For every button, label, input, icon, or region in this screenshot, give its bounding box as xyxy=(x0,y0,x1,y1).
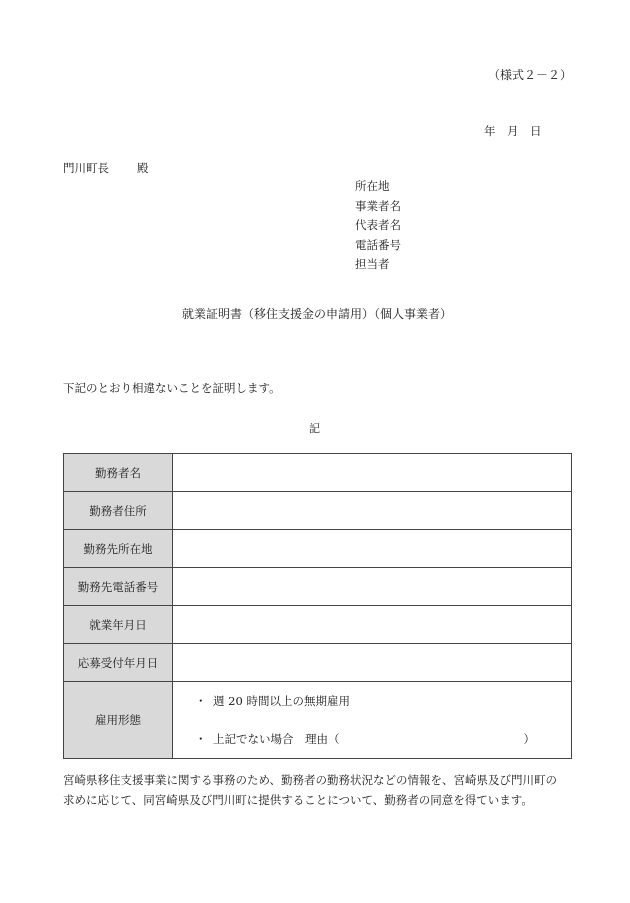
issuer-field-business-name: 事業者名 xyxy=(355,198,401,213)
table-row xyxy=(64,644,572,682)
table-row xyxy=(64,454,572,492)
table-row xyxy=(64,530,572,568)
row-value-field[interactable] xyxy=(173,606,572,644)
reason-close-paren: ） xyxy=(523,732,535,746)
row-label: 勤務先電話番号 xyxy=(64,568,173,606)
row-value-field[interactable] xyxy=(173,530,572,568)
info-table xyxy=(63,453,572,759)
addressee xyxy=(63,160,149,176)
table-row xyxy=(64,492,572,530)
row-value-field[interactable] xyxy=(173,454,572,492)
document-title: 就業証明書（移住支援金の申請用）（個人事業者） xyxy=(182,307,453,321)
row-value-field[interactable] xyxy=(173,644,572,682)
issuer-field-address: 所在地 xyxy=(355,179,390,193)
employment-type-label: 雇用形態 xyxy=(64,682,173,759)
table-row xyxy=(64,568,572,606)
row-label: 勤務者名 xyxy=(64,454,173,492)
date-line: 年 月 日 xyxy=(484,124,542,138)
bullet-marker: ・ xyxy=(195,732,207,746)
row-value-field[interactable] xyxy=(173,492,572,530)
ki-heading: 記 xyxy=(309,422,320,435)
employment-option-permanent[interactable] xyxy=(173,682,571,720)
employment-option-other-text: 上記でない場合 理由（ xyxy=(213,732,340,746)
row-label: 勤務先所在地 xyxy=(64,530,173,568)
table-row xyxy=(64,606,572,644)
issuer-field-representative: 代表者名 xyxy=(355,218,401,232)
row-label: 就業年月日 xyxy=(64,606,173,644)
addressee-honorific: 殿 xyxy=(137,161,149,175)
issuer-field-contact-person: 担当者 xyxy=(355,257,390,271)
employment-option-permanent-text: 週 20 時間以上の無期雇用 xyxy=(213,694,350,708)
row-label: 応募受付年月日 xyxy=(64,644,173,682)
addressee-name: 門川町長 xyxy=(63,161,109,175)
employment-option-other[interactable] xyxy=(173,720,571,758)
issuer-field-phone: 電話番号 xyxy=(355,237,401,252)
intro-text: 下記のとおり相違ないことを証明します。 xyxy=(63,381,281,395)
consent-note-line-1: 宮崎県移住支援事業に関する事務のため、勤務者の勤務状況などの情報を、宮崎県及び門川町の xyxy=(63,773,558,787)
bullet-marker: ・ xyxy=(195,694,207,708)
issuer-block xyxy=(355,177,401,275)
consent-note xyxy=(63,770,557,810)
row-label: 勤務者住所 xyxy=(64,492,173,530)
form-number: （様式２－２） xyxy=(488,68,573,82)
row-value-field[interactable] xyxy=(173,568,572,606)
employment-type-row xyxy=(64,682,572,759)
consent-note-line-2: 求めに応じて、同宮崎県及び門川町に提供することについて、勤務者の同意を得ています。 xyxy=(63,793,533,807)
employment-type-options xyxy=(173,682,572,759)
